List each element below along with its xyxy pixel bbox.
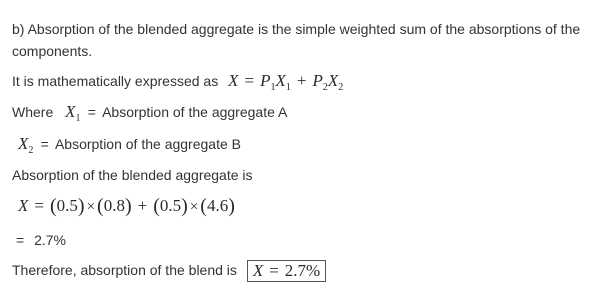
calculation-line — [18, 195, 235, 218]
formula-p1-sub: 1 — [270, 82, 276, 93]
calc-open-3: ( — [153, 195, 160, 217]
result-line — [16, 229, 66, 251]
blended-heading-text: Absorption of the blended aggregate is — [12, 167, 253, 183]
calc-equals: = — [34, 196, 44, 215]
calc-close-1: ) — [77, 195, 85, 217]
calc-times-1: × — [86, 199, 96, 215]
calc-open-1: ( — [49, 195, 57, 217]
formula-lhs: X — [228, 71, 239, 90]
x2-equals: = — [40, 136, 49, 152]
intro-text: b) Absorption of the blended aggregate is the simple weighted sum of the absorptions of the components. — [12, 21, 581, 59]
conclusion-label: Therefore, absorption of the blend is — [12, 262, 237, 278]
where-label: Where — [12, 104, 54, 120]
calc-value-1: 0.5 — [56, 196, 78, 215]
where-symbol — [65, 102, 85, 124]
calc-open-2: ( — [97, 195, 104, 217]
calc-value-2: 0.8 — [103, 196, 125, 215]
calc-lhs: X — [18, 196, 29, 215]
result-value: 2.7% — [34, 232, 66, 248]
calc-value-4: 4.6 — [206, 196, 229, 215]
formula-p2: P — [312, 71, 323, 90]
boxed-equals: = — [269, 261, 279, 281]
formula-plus: + — [296, 71, 307, 90]
calc-open-4: ( — [200, 195, 207, 217]
expression-line — [12, 70, 343, 99]
x2-symbol-x: X — [18, 134, 29, 153]
formula-x1-sub: 1 — [285, 82, 291, 93]
boxed-answer — [247, 260, 326, 282]
calc-times-2: × — [189, 199, 199, 215]
where-symbol-x: X — [65, 102, 76, 121]
formula-x2-sub: 2 — [338, 82, 344, 93]
formula-x2: X — [327, 71, 339, 90]
x2-definition-line — [18, 133, 241, 162]
formula-p1: P — [260, 71, 271, 90]
boxed-value: 2.7% — [284, 261, 321, 281]
formula-x1: X — [275, 71, 286, 90]
result-equals: = — [16, 232, 25, 248]
calc-plus: + — [137, 196, 148, 215]
x2-symbol — [18, 134, 38, 156]
blended-heading-line — [12, 164, 253, 186]
calculation-expression — [18, 196, 235, 215]
formula-p2-sub: 2 — [322, 82, 328, 93]
conclusion-line — [12, 259, 326, 282]
where-symbol-sub: 1 — [75, 113, 81, 124]
calc-value-3: 0.5 — [159, 196, 182, 215]
where-text: Absorption of the aggregate A — [102, 104, 288, 120]
formula-equals: = — [244, 71, 255, 90]
formula-expression — [228, 71, 344, 93]
calc-close-4: ) — [228, 195, 235, 217]
expression-label: It is mathematically expressed as — [12, 73, 219, 89]
where-line — [12, 101, 287, 130]
calc-close-2: ) — [124, 195, 132, 217]
where-equals: = — [87, 104, 96, 120]
intro-paragraph — [12, 18, 597, 62]
calc-close-3: ) — [181, 195, 188, 217]
boxed-lhs: X — [252, 261, 264, 281]
x2-text: Absorption of the aggregate B — [54, 136, 241, 152]
x2-symbol-sub: 2 — [28, 145, 34, 156]
